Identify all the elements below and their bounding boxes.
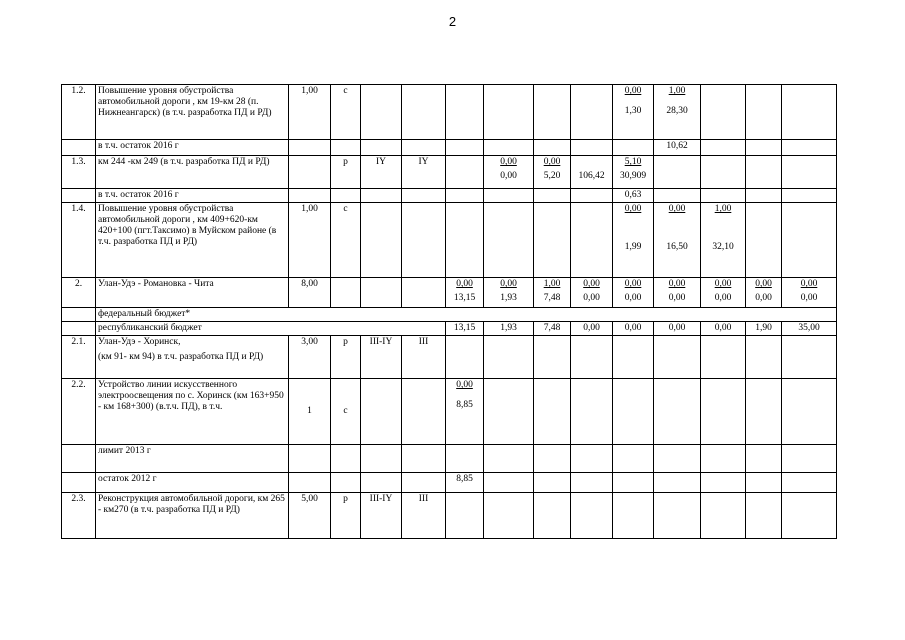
- value-top: 0,00: [456, 279, 473, 289]
- value-cell: [613, 156, 654, 189]
- value-bottom: 1,99: [624, 242, 642, 252]
- table-row: [62, 278, 837, 308]
- row-category-a: IY: [361, 156, 402, 189]
- value-bottom: 1,30: [624, 106, 642, 116]
- row-number: 2.1.: [62, 336, 96, 379]
- row-name: Повышение уровня обустройства автомобильной дороги , км 19-км 28 (п. Нижнеангарск) (в т.ч. разработка ПД и РД): [96, 85, 289, 140]
- row-name: км 244 -км 249 (в т.ч. разработка ПД и РД): [96, 156, 289, 189]
- value-top: 0,00: [543, 157, 561, 167]
- value-cell: [746, 278, 782, 308]
- row-name: Повышение уровня обустройства автомобильной дороги , км 409+620-км 420+100 (пгт.Таксимо) в Муйском районе (в т.ч. разработка ПД и РД): [96, 203, 289, 278]
- value-top: 1,00: [543, 279, 561, 289]
- cell: [446, 156, 484, 189]
- row-category-b: [402, 85, 446, 140]
- row-category-b: IY: [402, 156, 446, 189]
- value-bottom: 106,42: [578, 171, 605, 181]
- row-length: 8,00: [289, 278, 331, 308]
- row-length: 1,00: [289, 85, 331, 140]
- table-row: [62, 203, 837, 278]
- row-name: Реконструкция автомобильной дороги, км 265 - км270 (в т.ч. разработка ПД и РД): [96, 493, 289, 539]
- row-length: 3,00: [289, 336, 331, 379]
- value-cell: 8,85: [446, 473, 484, 493]
- value-top: 1,00: [714, 204, 732, 214]
- value-cell: [654, 85, 701, 140]
- row-work-type: р: [331, 336, 361, 379]
- value-cell: 0,63: [613, 189, 654, 203]
- row-subtitle: федеральный бюджет*: [96, 308, 837, 322]
- value-cell: [654, 203, 701, 278]
- value-cell: [613, 203, 654, 278]
- cell: [746, 85, 782, 140]
- row-name: Улан-Удэ - Романовка - Чита: [96, 278, 289, 308]
- row-subtitle: в т.ч. остаток 2016 г: [96, 189, 289, 203]
- cell: [701, 156, 746, 189]
- row-category-a: III-IY: [361, 336, 402, 379]
- value-cell: [782, 278, 837, 308]
- value-bottom: 16,50: [666, 242, 688, 252]
- value-top: 0,00: [800, 279, 818, 289]
- value-top: 0,00: [668, 279, 686, 289]
- row-number: 2.: [62, 278, 96, 308]
- value-cell: 13,15: [446, 322, 484, 336]
- value-cell: 0,00: [701, 322, 746, 336]
- table-row: [62, 308, 837, 322]
- value-cell: 0,00: [571, 322, 613, 336]
- row-name-line: (км 91- км 94) в т.ч. разработка ПД и РД): [98, 352, 264, 362]
- value-bottom: 8,85: [456, 400, 473, 410]
- table-row: [62, 189, 837, 203]
- row-category-a: III-IY: [361, 493, 402, 539]
- value-cell: [701, 203, 746, 278]
- cell: [62, 140, 96, 156]
- value-cell: 0,00: [613, 322, 654, 336]
- value-top: 0,00: [624, 279, 642, 289]
- row-work-type: с: [331, 379, 361, 445]
- value-top: 0,00: [668, 204, 686, 214]
- row-length: 1,00: [289, 203, 331, 278]
- row-subtitle: в т.ч. остаток 2016 г: [96, 140, 289, 156]
- value-bottom: 30,909: [619, 171, 647, 181]
- row-work-type: р: [331, 493, 361, 539]
- row-subtitle: остаток 2012 г: [96, 473, 289, 493]
- table-row: [62, 493, 837, 539]
- row-work-type: с: [331, 203, 361, 278]
- value-cell: 1,93: [484, 322, 534, 336]
- table-row: [62, 473, 837, 493]
- row-length: 1: [289, 379, 331, 445]
- table-row: [62, 445, 837, 473]
- value-cell: [613, 278, 654, 308]
- row-name-line: Улан-Удэ - Хоринск,: [98, 337, 181, 347]
- row-name: [96, 336, 289, 379]
- row-number: 1.2.: [62, 85, 96, 140]
- value-cell: [613, 85, 654, 140]
- value-top: 5,10: [624, 157, 642, 167]
- row-number: 1.3.: [62, 156, 96, 189]
- value-cell: [446, 278, 484, 308]
- row-category-b: III: [402, 336, 446, 379]
- value-cell: 10,62: [654, 140, 701, 156]
- page-number: 2: [448, 14, 457, 29]
- row-length: 5,00: [289, 493, 331, 539]
- table-row: [62, 379, 837, 445]
- cell: [571, 85, 613, 140]
- row-number: 1.4.: [62, 203, 96, 278]
- value-cell: 0,00: [654, 322, 701, 336]
- value-cell: [534, 156, 571, 189]
- row-work-type: с: [331, 85, 361, 140]
- value-top: 0,00: [583, 279, 600, 289]
- value-cell: [484, 278, 534, 308]
- value-bottom: 0,00: [583, 293, 600, 303]
- value-bottom: 0,00: [500, 171, 517, 181]
- row-number: 2.2.: [62, 379, 96, 445]
- row-work-type: р: [331, 156, 361, 189]
- value-cell: [571, 278, 613, 308]
- cell: [782, 85, 837, 140]
- table-row: [62, 156, 837, 189]
- value-cell: [534, 278, 571, 308]
- value-bottom: 5,20: [543, 171, 561, 181]
- value-top: 0,00: [755, 279, 772, 289]
- value-top: 0,00: [624, 86, 642, 96]
- value-bottom: 1,93: [500, 293, 517, 303]
- row-length: [289, 156, 331, 189]
- value-cell: [571, 156, 613, 189]
- row-category-a: [361, 85, 402, 140]
- value-bottom: 13,15: [453, 293, 476, 303]
- table-row: [62, 336, 837, 379]
- cell: [484, 85, 534, 140]
- value-bottom: 0,00: [668, 293, 686, 303]
- table-row: [62, 85, 837, 140]
- row-number: 2.3.: [62, 493, 96, 539]
- value-bottom: 0,00: [624, 293, 642, 303]
- value-cell: 1,90: [746, 322, 782, 336]
- value-cell: [654, 278, 701, 308]
- value-cell: 7,48: [534, 322, 571, 336]
- value-bottom: 7,48: [543, 293, 561, 303]
- cell: [534, 85, 571, 140]
- value-top: 1,00: [668, 86, 686, 96]
- value-top: 0,00: [500, 279, 517, 289]
- cell: [746, 156, 782, 189]
- row-category-b: III: [402, 493, 446, 539]
- value-bottom: 0,00: [755, 293, 772, 303]
- cell: [654, 156, 701, 189]
- value-cell: [446, 379, 484, 445]
- value-cell: 35,00: [782, 322, 837, 336]
- value-cell: [484, 156, 534, 189]
- value-bottom: 0,00: [800, 293, 818, 303]
- value-top: 0,00: [500, 157, 517, 167]
- value-top: 0,00: [624, 204, 642, 214]
- table-row: [62, 140, 837, 156]
- row-name: Устройство линии искусственного электроосвещения по с. Хоринск (км 163+950 - км 168+300) (в.т.ч. ПД), в т.ч.: [96, 379, 289, 445]
- cell: [701, 85, 746, 140]
- value-top: 0,00: [456, 380, 473, 390]
- row-subtitle: лимит 2013 г: [96, 445, 289, 473]
- cell: [446, 85, 484, 140]
- value-bottom: 32,10: [712, 242, 734, 252]
- value-top: 0,00: [714, 279, 732, 289]
- cell: [782, 156, 837, 189]
- value-bottom: 0,00: [714, 293, 732, 303]
- row-subtitle: республиканский бюджет: [96, 322, 446, 336]
- table-row: [62, 322, 837, 336]
- road-works-table: [61, 84, 837, 539]
- value-cell: [701, 278, 746, 308]
- value-bottom: 28,30: [666, 106, 688, 116]
